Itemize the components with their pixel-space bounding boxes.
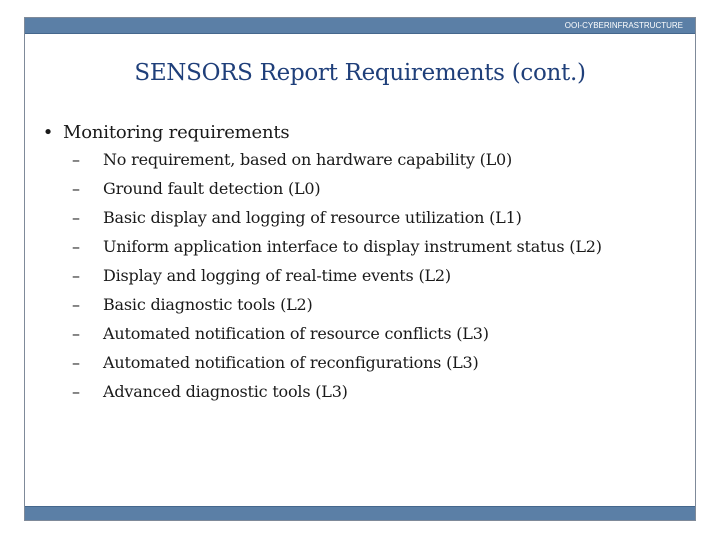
slide-title: SENSORS Report Requirements (cont.): [134, 60, 586, 86]
list-item-text: Advanced diagnostic tools (L3): [103, 382, 348, 401]
list-item-text: Basic display and logging of resource utilization (L1): [103, 208, 522, 227]
dash-icon: –: [72, 324, 80, 343]
dash-icon: –: [72, 208, 80, 227]
list-item-text: Ground fault detection (L0): [103, 179, 321, 198]
list-item: [72, 179, 602, 208]
list-item-text: Automated notification of reconfigurations (L3): [103, 353, 479, 372]
dash-icon: –: [72, 382, 80, 401]
dash-icon: –: [72, 150, 80, 169]
dash-icon: –: [72, 353, 80, 372]
main-point-text: Monitoring requirements: [63, 122, 290, 143]
header-label: OOI-CYBERINFRASTRUCTURE: [564, 21, 683, 30]
list-item: [72, 266, 602, 295]
list-item: [72, 353, 602, 382]
bullet-icon: •: [42, 122, 54, 143]
list-item-text: Basic diagnostic tools (L2): [103, 295, 313, 314]
header-bar: [25, 18, 695, 34]
list-item: [72, 324, 602, 353]
list-item: [72, 295, 602, 324]
main-bullet-point: [33, 122, 289, 144]
requirements-list: [72, 150, 602, 411]
dash-icon: –: [72, 237, 80, 256]
list-item-text: Automated notification of resource conflicts (L3): [103, 324, 489, 343]
list-item: [72, 237, 602, 266]
list-item: [72, 208, 602, 237]
dash-icon: –: [72, 266, 80, 285]
list-item-text: No requirement, based on hardware capability (L0): [103, 150, 513, 169]
dash-icon: –: [72, 179, 80, 198]
footer-bar: [25, 506, 695, 520]
list-item: [72, 382, 602, 411]
dash-icon: –: [72, 295, 80, 314]
slide-frame: [24, 17, 696, 521]
list-item-text: Display and logging of real-time events (L2): [103, 266, 451, 285]
list-item-text: Uniform application interface to display instrument status (L2): [103, 237, 602, 256]
list-item: [72, 150, 602, 179]
